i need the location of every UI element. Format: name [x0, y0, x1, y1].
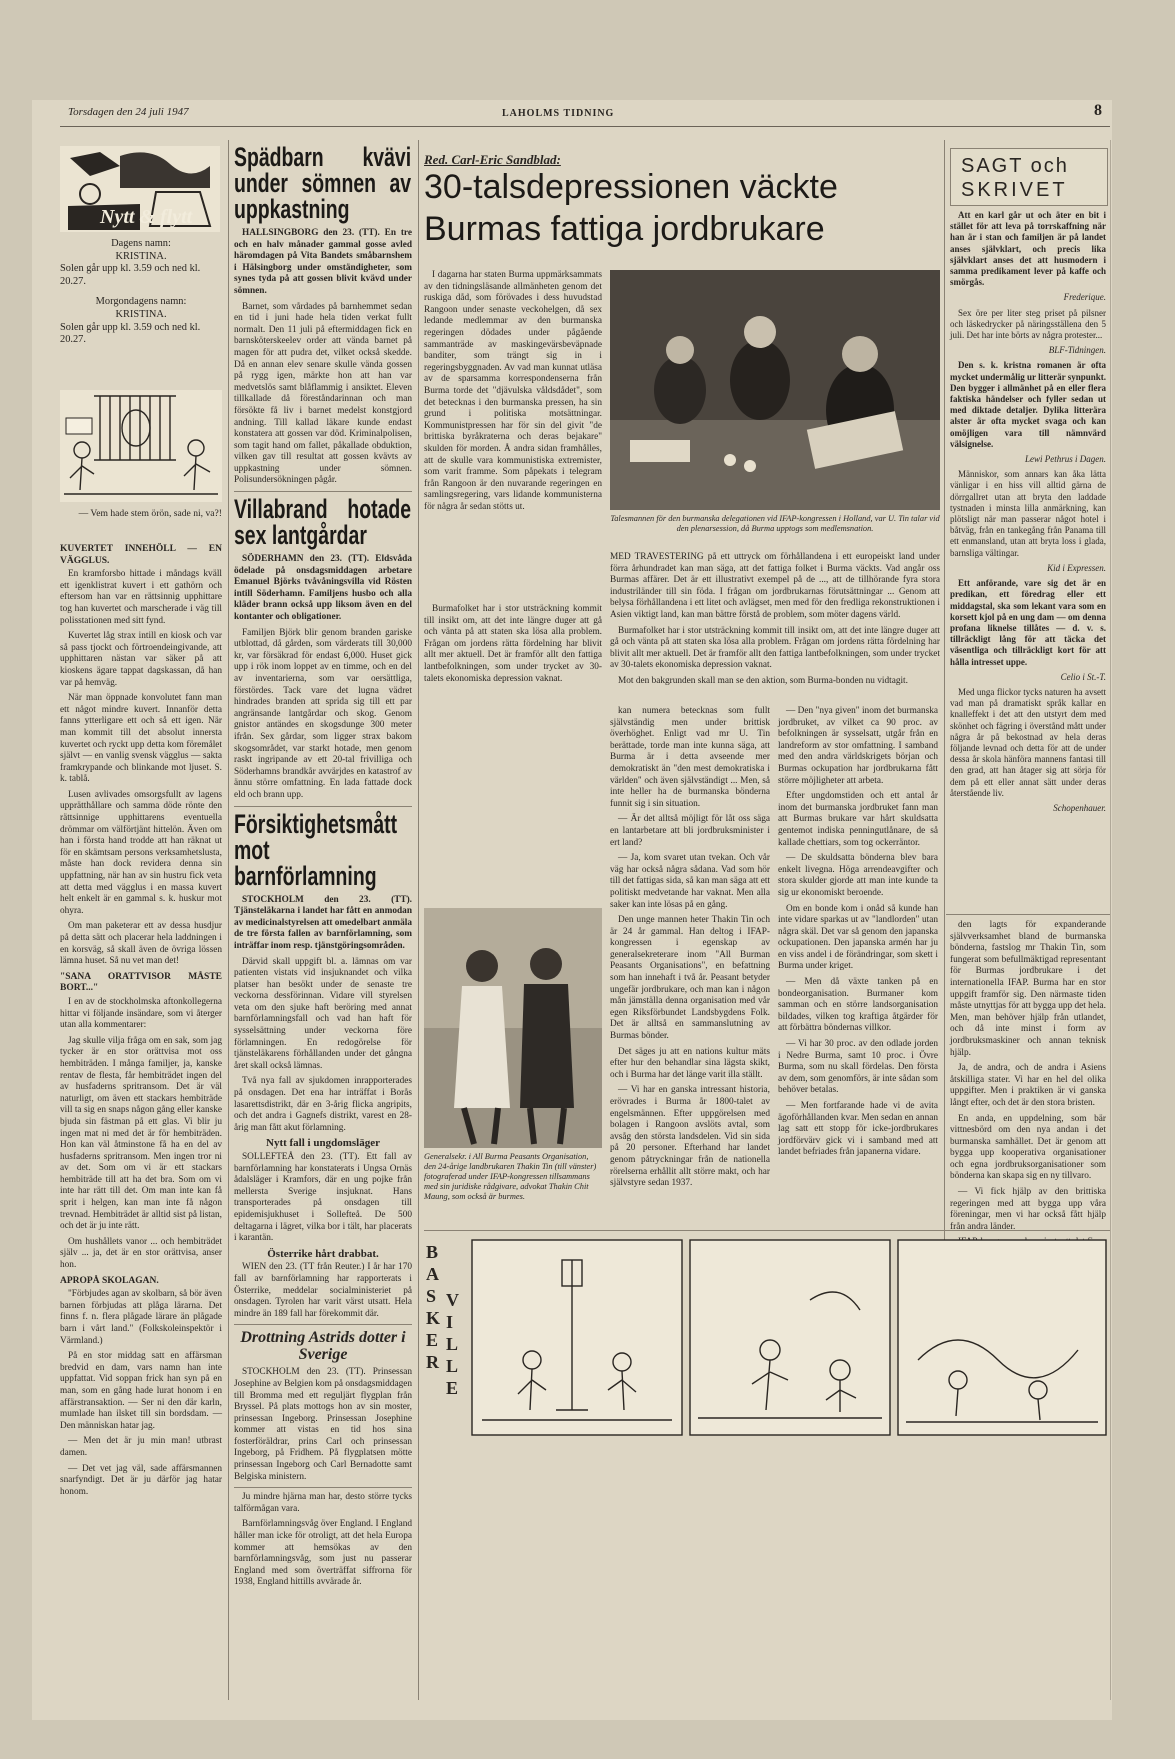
kuvert-paragraph: Om man paketerar ett av dessa husdjur på detta sätt och placerar hela laddningen i en korsväg, så skall även de övriga lössen lämna huset. Så nu vet man det! [60, 921, 222, 967]
comic-top-rule [424, 1230, 1110, 1231]
lower-left-paragraph: Burmafolket har i stor utsträckning kommit till insikt om, att det inte längre duger att gå och vänta på att staten ska lösa alla problem. Frågan om jordens rätta fördelning har blivit allt mer aktuell. Det är framför allt den fattiga lantbefolkningen, som under trycket av 30-talets ekonomiska depression vaknat. [424, 604, 602, 684]
headline-forsiktighet: Försiktighetsmått mot barnförlamning [234, 808, 398, 891]
sagt-quote: Sex öre per liter steg priset på pilsner och läskedrycker på näringsställena den 5 juli. Det har inte börts av några protester... [950, 307, 1106, 341]
editor-byline: Red. Carl-Eric Sandblad: [424, 152, 561, 167]
title-letter: S [426, 1286, 437, 1306]
travestering-paragraph: Burmafolket har i stor utsträckning kommit till insikt om, att det inte längre duger att gå och vänta på att staten ska lösa alla problem. Frågan om jordens rätta fördelning har blivit allt mer aktuell. Det är framför allt den fattiga lantbefolkningen, som under trycket av 30-talets ekonomiska depression vaknat. [610, 625, 940, 671]
article-paragraph: Det säges ju att en nations kultur mäts efter hur den behandlar sina lägsta skikt, och i Burma har det länge varit illa ställt. [610, 1046, 770, 1080]
article-paragraph: — Vi fick hjälp av den brittiska regeringen med att bygga upp våra föreningar, men vi har också fått hjälp från andra länder. [950, 1187, 1106, 1232]
forsiktighet-paragraph: STOCKHOLM den 23. (TT). Tjänsteläkarna i landet har fått en anmodan av medicinalstyrelsen att omedelbart anmäla de tre första fallen av barnförlamning, som inträffar inom resp. tjänstgöringsområden. [234, 894, 412, 951]
basker-title-letters [424, 1242, 464, 1432]
skolagan-paragraph: — Det vet jag väl, sade affärsmannen snarfyndigt. Det är ju därför jag hatar honom. [60, 1463, 222, 1497]
photo-thakin-tin [424, 908, 602, 1148]
main-column-b [778, 706, 938, 1226]
article-paragraph: — De skuldsatta bönderna blev bara enkelt livegna. Höga arrendeavgifter och stora skulder gjorde att man inte kunde ta sig ur ekonomiskt beroende. [778, 853, 938, 898]
article-paragraph: Ja, de andra, och de andra i Asiens åtskilliga stater. Vi har en hel del olika uppgifter. Men i praktiken är vi ganska långt efter, och det är den stora bristen. [950, 1063, 1106, 1108]
orattvisa-paragraph: Jag skulle vilja fråga om en sak, som jag tycker är en stor orättvisa mot oss hembiträden. I många familjer, ja, kanske rentav de flesta, får hembiträdet ingen del av husfaderns spritransom. Det är väl naturligt, om även ett stackars hembiträde vill ta sig en snaps någon gång eller kanske bjuda sin fästman på ett glas. Vi blir ju ingen mat ni med det är för hembiträden. Hon kan väl åtminstone få ha en del av husfaderns spritransom. Men ingen tror ni av det. Som om vi är ett stackars hembiträde till att ha det bra. Som om vi inte har rätt till det. Om man inte kan få sprit i helgen, kan man inte få någon trevnad. Hembiträdet är alltid sist på listan, och det är ju inte rätt. [60, 1035, 222, 1232]
kuvert-paragraph: Kuvertet låg strax intill en kiosk och var så pass tjockt och förtroendeingivande, att upphittaren nästan var säker på att kioskens ägare tappat dagskassan, då han var på hemväg. [60, 631, 222, 688]
newspaper-name: LAHOLMS TIDNING [502, 108, 615, 119]
filler-paragraph: Ju mindre hjärna man har, desto större tycks talförmågan vara. [234, 1492, 412, 1514]
morgondagens-namn-value: KRISTINA. [115, 308, 167, 320]
sagt-quote: Ett anförande, vare sig det är en predikan, ett föredrag eller ett middagstal, ska som lekant vara som en korsett kjol på en ung dam — om denna profana liknelse tillåtes — d. v. s. tillräckligt lång för att täcka det väsentliga och tillräckligt kort för att hålla intresset uppe. [950, 578, 1106, 667]
column-rule [418, 140, 419, 1700]
page-number: 8 [1094, 102, 1102, 119]
photo-delegation [610, 270, 940, 510]
article-paragraph: En anda, en uppdelning, som bär vittnesbörd om den nya andan i det burmanska samhället. Det är genom att bygga upp kooperativa organisationer och egna jordbruksorganisationer som bönderna kan skapa sig en ny tillvaro. [950, 1113, 1106, 1182]
main-lower-left-column [424, 604, 602, 904]
travestering-paragraph: MED TRAVESTERING på ett uttryck om förhållandena i ett europeiskt land under förra århundradet kan man säga, att det fattiga folket i Burma väckts. Vad angår oss Burmas affärer. Det är ett illustrativt exempel på de ..., att de tillhörande fyra stora industriländer till sin föda. I frågan om jordbrukarnas förutsättningar ... Genom att belysa förhållandena i ett litet och avlägset, men med för den fredliga rekonstruktionen i Asien viktigt land, kan man bättre förstå de problem, som möter dagens värld. [610, 552, 940, 620]
photo-thakin-tin-caption: Generalsekr. i All Burma Peasants Organisation, den 24-årige landbrukaren Thakin Tin (till vänster) fotograferad under IFAP-kongressen tillsammans med sin juridiske rådgivare, advokat Thakin Chit Maung, som också är burmes. [424, 1152, 597, 1201]
cartoon-drawing [60, 390, 222, 502]
article-paragraph: — Är det alltså möjligt för låt oss säga en lantarbetare att bli jordbruksminister i ert land? [610, 814, 770, 848]
page-header [32, 100, 1112, 122]
main-column-a [610, 706, 770, 1226]
orattvisa-heading: "SANA ORATTVISOR MÅSTE BORT..." [60, 971, 222, 994]
zoo-cartoon [60, 390, 222, 502]
article-paragraph: kan numera betecknas som fullt självständig men under brittisk överhöghet. Enligt vad mr U. Tin berättade, torde man inte kunna säga, att Burma är i detta avseende mer demokratiskt än "den mest demokratiska i världen" och även självständigt ... Men, så inte heller ha de burmanska bönderna funnit sig i sin situation. [610, 706, 770, 809]
kuvert-paragraph: Lusen avlivades omsorgsfullt av lagens upprätthållare och samma döde rönte den rättsinnige upphittarens eventuella drömmar om välförtjänt hittelön. Även om han i första hand trodde att han räknat ut för en skämtsam persons verksamhetslusta, måste han dock revidera denna sin uppfattning, när han av sin hustru fick veta att detta med vägglus i en massa kuvert helt enkelt är en gammal s. k. huskur mot ohyra. [60, 789, 222, 916]
kuvert-paragraph: När man öppnade konvolutet fann man ett något mindre kuvert. Innanför detta fanns ytterligare ett och så ett igen. När man kommit till det absolut innersta kuvertet och ryckt upp detta kom föremålet självt — en vanlig svensk vägglus — sakta framkrypande och blinkande mot ljuset. S. k. tablå. [60, 693, 222, 785]
nytt-fall-heading: Nytt fall i ungdomsläger [266, 1137, 380, 1150]
comic-panel-3-drawing [898, 1240, 1106, 1435]
osterrike-heading: Österrike hårt drabbat. [267, 1247, 379, 1260]
kuvert-paragraph: En kramforsbo hittade i måndags kväll ett igenklistrat kuvert i ett gathörn och eftersom han var en rättsinnig upphittare tog han kuvertet och marscherade i väg till polisstationen med sitt fynd. [60, 569, 222, 626]
sagt-bottom-rule [946, 914, 1110, 915]
filler-paragraph: Barnförlamningsvåg över England. I England håller man icke för otroligt, att det hela Europa kommer att hemsökas av den barnförlamningsvåg, som just nu passerar England med som överträffat siffrorna för 1938, England hittills avvärade år. [234, 1519, 412, 1588]
article-rule [234, 491, 412, 492]
nytt-fall-paragraph: SOLLEFTEÅ den 23. (TT). Ett fall av barnförlamning har konstaterats i Ungsa Ornäs ådalsläger i Kramfors, där en ung pojke från mellersta Sverige insjuknat. Hans transporterades på onsdagen till epidemisjukhuset i Sollefteå. De 500 deltagarna i lägret, vilka bor i tält, har placerats i karantän. [234, 1152, 412, 1244]
article-paragraph: — Men fortfarande hade vi de avita ägoförhållanden kvar. Men sedan en annan lag satt ett stopp för icke-jordbrukares jordförvärv gick vi i samband med att landet befriades från japanerna vidare. [778, 1101, 938, 1158]
article-paragraph: Om en bonde kom i onåd så kunde han inte vidare sparkas ut av "landlorden" utan några skäl. Det var så genom den japanska ockupationen. Den japanska armén har ju en viss andel i de förändringar, som skett i Burma under kriget. [778, 903, 938, 972]
headline-astrid: Drottning Astrids dotter i Sverige [240, 1329, 406, 1364]
headline-villabrand: Villabrand hotade sex lantgårdar [234, 494, 412, 551]
article-rule [234, 1324, 412, 1325]
title-letter: K [426, 1308, 441, 1328]
article-paragraph: den lagts för expanderande självverksamhet bland de burmanska bönderna, fastslog mr Thakin Tin, som fungerat som befullmäktigad representant för Burmas jordbrukare i det internationella IFAP. Burma har en stor uppgift framför sig. Den närmaste tiden måste utnyttjas för att bygga upp det hela. Men, man behöver hjälp från utlandet, och då inte minst i form av jordbruksmaskiner och annan teknisk hjälp. [950, 920, 1106, 1058]
sun-times-tomorrow: Solen går upp kl. 3.59 och ned kl. 20.27. [60, 321, 201, 346]
sagt-title-2: SKRIVET [961, 179, 1068, 201]
comic-panel-1 [472, 1240, 682, 1435]
article-rule [234, 806, 412, 807]
forsiktighet-paragraph: Två nya fall av sjukdomen inrapporterades på onsdagen. Det ena har inträffat i Borås lasarettsdistrikt, där en 3-årig flicka angripits, och det andra i Gagnefs distrikt, varest en 28-årig man fått akut förlamning. [234, 1076, 412, 1133]
headline-spadbarn: Spädbarn kvävi under sömnen av uppkastning [234, 142, 412, 224]
article-paragraph: — Ja, kom svaret utan tvekan. Och vår väg har också några sådana. Vad som hör till det fattigas sida, så kan man säga att ett politiskt medvetande har vaknat. Men alla saker kan inte lösas på en gång. [610, 853, 770, 910]
sun-times-today: Solen går upp kl. 3.59 och ned kl. 20.27. [60, 263, 201, 287]
orattvisa-paragraph: I en av de stockholmska aftonkollegerna hittar vi följande insändare, som vi återger utan alla kommentarer: [60, 996, 222, 1031]
villabrand-paragraph: Familjen Björk blir genom branden gariske utblottad, då gården, som värderats till 30,000 kr, var försäkrad för endast 6,000. Huset gick upp i rök inom loppet av en timme, och en del av inventarierna, som var oersättliga, förstördes. Tack vare det lugna vädret hindrades branden att sprida sig till ett par angränsande lantgårdar och skog. Genom gnistor antändes en skogsdunge 300 meter ifrån. Sex gårdar, som ligger strax bakom skogsområdet, var starkt hotade, men genom raskt ingripande av ett 20-tal frivilliga och Söderhamns brandkår avvärjdes en katastrof av ännu större omfattning. En lada fattade dock eld och brann upp. [234, 627, 412, 800]
column-rule [228, 140, 229, 1700]
sagt-column [950, 210, 1106, 910]
skolagan-paragraph: — Men det är ju min man! utbrast damen. [60, 1436, 222, 1458]
sagt-quote: Den s. k. kristna romanen är ofta mycket undermålig ur litterär synpunkt. Den bygger i allmänhet på en eller flera faktiska händelser och fyller sedan ut med diktade detaljer. Dylika litterära alster är ofta mycket svaga och kan omöjligen vara till nämnvärd välsignelse. [950, 360, 1106, 449]
comic-panel-3 [898, 1240, 1106, 1435]
title-letter: L [446, 1334, 459, 1354]
column-2 [234, 144, 412, 1710]
comic-panel-1-drawing [472, 1240, 682, 1435]
article-paragraph: — Men då växte tanken på en bondeorganisation. Burmaner kom samman och en större landsorganisation bildades, vilken tog kraftiga åtgärder för att förbättra böndernas villkor. [778, 977, 938, 1034]
article-paragraph: — Den "nya given" inom det burmanska jordbruket, av vilket ca 90 proc. av befolkningen är sysselsatt, utgår från en landreform av stor omfattning. I samband med den andra världskrigets början och Burmas ockupation har jordbrukarna fått större möjligheter att arbeta. [778, 706, 938, 786]
skolagan-paragraph: På en stor middag satt en affärsman bredvid en dam, vars namn han inte uppfattat. Vid soppan frick han syn på en man, som en gång hade lurat honom i en affärstransaktion. — Ser ni den där karln, mumlade han ilsket till sin bordsdam. — Den människan hatar jag. [60, 1351, 222, 1431]
article-paragraph: Den unge mannen heter Thakin Tin och är 24 år gammal. Han deltog i IFAP-kongressen i egenskap av generalsekreterare inom "All Burman Peasants Organisations", en befattning som han innehaft i två år. Peasant betyder ungefär jordbrukare, och man kan i någon mån jämställa denna organisation med vår egen Riksförbundet Landsbygdens Folk. Det är alltså en sammanslutning av Burmas bönder. [610, 915, 770, 1042]
sagt-quote: Att en karl går ut och äter en bit i stället för att leva på torrskaffning när han är i stan och familjen är på landet anses självklart, och precis lika självklart anses det att husmodern i samma predikament lever på kaffe och smörgås. [950, 210, 1106, 288]
header-rule [60, 126, 1110, 127]
travestering-paragraph: Mot den bakgrunden skall man se den aktion, som Burma-bonden nu vidtagit. [618, 675, 908, 686]
skolagan-heading: APROPÅ SKOLAGAN. [60, 1275, 159, 1286]
cartoon-caption: — Vem hade stem örön, sade ni, va?! [78, 508, 222, 519]
title-letter: V [446, 1290, 459, 1310]
main-travestering-column [610, 552, 940, 692]
title-letter: E [426, 1330, 439, 1350]
main-lead-column [424, 270, 602, 600]
title-letter: A [426, 1264, 439, 1284]
villabrand-paragraph: SÖDERHAMN den 23. (TT). Eldsvåda ödelade på onsdagsmiddagen arbetare Emanuel Björks tvåvåningsvilla vid Rösten intill Söderhamn. Familjens husbo och alla kläder brann också upp liksom även en del kontanter och obligationer. [234, 554, 412, 623]
photo-delegation-caption: Talesmannen för den burmanska delegationen vid IFAP-kongressen i Holland, var U. Tin talar vid den plenarsession, då Burma upptogs som medlemsnation. [610, 514, 940, 533]
title-letter: L [446, 1356, 459, 1376]
dagens-namn-value: KRISTINA. [115, 250, 167, 262]
spadbarn-paragraph: Barnet, som vårdades på barnhemmet sedan en tid i juni hade hela tiden verkat fullt normalt. Den 11 juli på eftermiddagen fick en barnsköterskeelev order att vända barnet på magen för att pudra det, vilket också skedde. Då en annan elev senare skulle vända gossen på rygg igen, märkte hon att han var medvetslös samt blåflammig i ansiktet. Eleven tillkallade då föreståndarinnan och man försökte få liv i barnet medelst konstgjord andning. Till kallad läkare kunde endast konstatera att gossen var död. Kriminalpolisen, som tagit hand om fallet, påkallade obduktion, vilken gav till resultat att gossen kvävts av uppkastning under sömnen. Polisundersökningen pågår. [234, 301, 412, 486]
orattvisa-paragraph: Om hushållets vanor ... och hembiträdet själv ... ja, det är en stor orättvisa, anser hon. [60, 1236, 222, 1271]
spadbarn-paragraph: HALLSINGBORG den 23. (TT). En tre och en halv månader gammal gosse avled häromdagen på Vita Bandets småbarnshem i Hälsingborg under omständigheter, som synes tyda på att gossen blivit kvävd under sömnen. [234, 228, 412, 296]
thakin-tin-photo-image [424, 908, 602, 1148]
forsiktighet-paragraph: Därvid skall uppgift bl. a. lämnas om var patienten vistats vid insjuknandet och vilka platser han besökt under de senaste tre veckorna dessförinnan. Vidare vill styrelsen veta om den sjuke haft beröring med annat barnförlamningsfall och vad han haft för sysselsättning under veckorna före förlamningen. En redogörelse för tjänsteläkarens förhållanden under det gångna året skall också lämnas. [234, 956, 412, 1071]
article-paragraph: — Vi har en ganska intressant historia, erövrades i Burma år 1800-talet av engelsmännen. Efter uppgörelsen med bolagen i Rangoon avslöts avtal, som avsåg den största landsdelen. Vid sin sida på 20 personer. Efterhand har landet genom påtryckningar från de nationella rörelserna erhållit allt större makt, och har självstyre sedan 1937. [610, 1085, 770, 1189]
issue-date: Torsdagen den 24 juli 1947 [68, 106, 189, 118]
title-letter: R [426, 1352, 439, 1372]
main-column-c [950, 920, 1106, 1232]
page-right-edge [1110, 140, 1111, 1700]
lead-paragraph: I dagarna har staten Burma uppmärksammats av den tidningsläsande allmänheten genom det ruskiga dåd, som förövades i dess huvudstad Rangoon under senaste veckohelgen, då sex ledande medlemmar av den burmanska regeringen dödades under pågående sammanträde av maskingevärsbeväpnade banditer, som trängt sig in i regeringsbyggnaden. Av vad man kunnat utläsa av de sparsamma korrespondenserna från Burma torde det "djävulska våldsdådet", som det betecknas i den burmanska pressen, ha sin grund i politiska motsättningar. Kommunistpressen har för sin del givit "de brittiska byråkraterna och deras bejakare" skulden för morden. Å andra sidan framhålles, att de skulle vara kommunistiska extremister, som varit framme. Som påpekats i telegram från Rangoon är den nuvarande regeringen en samlingsregering, vars lidande kommunisterna för några år sedan stötts ut. [424, 270, 602, 512]
sagt-source: BLF-Tidningen. [1048, 345, 1106, 356]
title-letter: B [426, 1242, 439, 1262]
main-headline-2: Burmas fattiga jordbrukare [424, 210, 825, 248]
sagt-source: Frederique. [1063, 292, 1106, 303]
dagens-namn-label: Dagens namn: [111, 238, 171, 249]
sagt-source: Schopenhauer. [1053, 802, 1106, 813]
article-rule [234, 1487, 412, 1488]
morgondagens-namn-label: Morgondagens namn: [95, 296, 187, 308]
name-days-block [60, 238, 222, 378]
newspaper-page [32, 100, 1112, 1720]
sagt-quote: Med unga flickor tycks naturen ha avsett vad man på dramatiskt språk kallar en knalleffekt i det att den utstyrt dem med skönhet och fägring i överstånd mått under några år på bekostnad av hela deras följande levnad och detta för att de under dessa år skola hänföra mannens fantasi till den grad, att han åtager sig att sörja för dem på ett eller annat sätt under deras återstående liv. [950, 686, 1106, 798]
article-paragraph: Efter ungdomstiden och ett antal år inom det burmanska jordbruket fann man att Burmas brukare var hårt skuldsatta gentemot indiska penningutlånare, de så kallade chettiars, som tog ockerräntor. [778, 791, 938, 848]
nytt-och-flytt-logo [60, 146, 220, 232]
kuvert-heading: KUVERTET INNEHÖLL — EN VÄGGLUS. [60, 544, 222, 566]
column-1-text [60, 540, 222, 1710]
main-headline-1: 30-talsdepressionen väckte [424, 168, 838, 206]
delegation-photo-image [610, 270, 940, 510]
title-letter: E [446, 1378, 459, 1398]
sagt-quote: Människor, som annars kan åka lätta vänligar i en hiss vill alltid gärna de dörrgallret utan att bryta den laddade tystnaden i minsta lilla anmärkning, kan plötsligt när man passerar något hotel i båtväg, från en tankegång från Panama till ett enmansland, utan att bryta loss i glada, barnsliga vältingar. [950, 469, 1106, 558]
comic-panel-2-drawing [690, 1240, 890, 1435]
sagt-source: Lewi Pethrus i Dagen. [1025, 454, 1106, 465]
skolagan-paragraph: "Förbjudes agan av skolbarn, så bör även barnen förbjudas att plåga lärarna. Det finns f. n. flera plågade lärare än plågade barn i vårt land." (Folkskoleinspektör i Värmland.) [60, 1289, 222, 1346]
title-letter: I [446, 1312, 454, 1332]
sagt-source: Kid i Expressen. [1047, 562, 1106, 573]
sagt-source: Celio i St.-T. [1060, 671, 1106, 682]
sagt-title-1: SAGT och [961, 155, 1069, 177]
osterrike-paragraph: WIEN den 23. (TT från Reuter.) I år har 170 fall av barnförlamning har rapporterats i Österrike, meddelar socialministeriet på onsdagen. Tyrolen har varit värst utsatt. Hela mindre än 189 fall har förekommit där. [234, 1262, 412, 1319]
article-paragraph: — Vi har 30 proc. av den odlade jorden i Nedre Burma, samt 10 proc. i Övre Burma, som nu skall fördelas. Den första av dem, som genomförs, är inte sådan som behöver betalas. [778, 1039, 938, 1096]
comic-panel-2 [690, 1240, 890, 1435]
astrid-paragraph: STOCKHOLM den 23. (TT). Prinsessan Josephine av Belgien kom på onsdagsmiddagen till Bromma med ett reguljärt flygplan från Bryssel. På plats mottogs hon av sin moster, prinsessan Ingeborg. Prinsessan Josephine kommer att vistas en tid hos sina fosterföräldrar, prins Carl och prinsessan Ingeborg, på Fridhem. På flygplatsen mötte prinsessan Ingeborg och Carl Bernadotte samt Belgiska ministern. [234, 1367, 412, 1482]
sagt-och-skrivet-banner [950, 148, 1108, 206]
column-rule [944, 140, 945, 1240]
logo-text: Nytt & flytt [100, 206, 193, 228]
